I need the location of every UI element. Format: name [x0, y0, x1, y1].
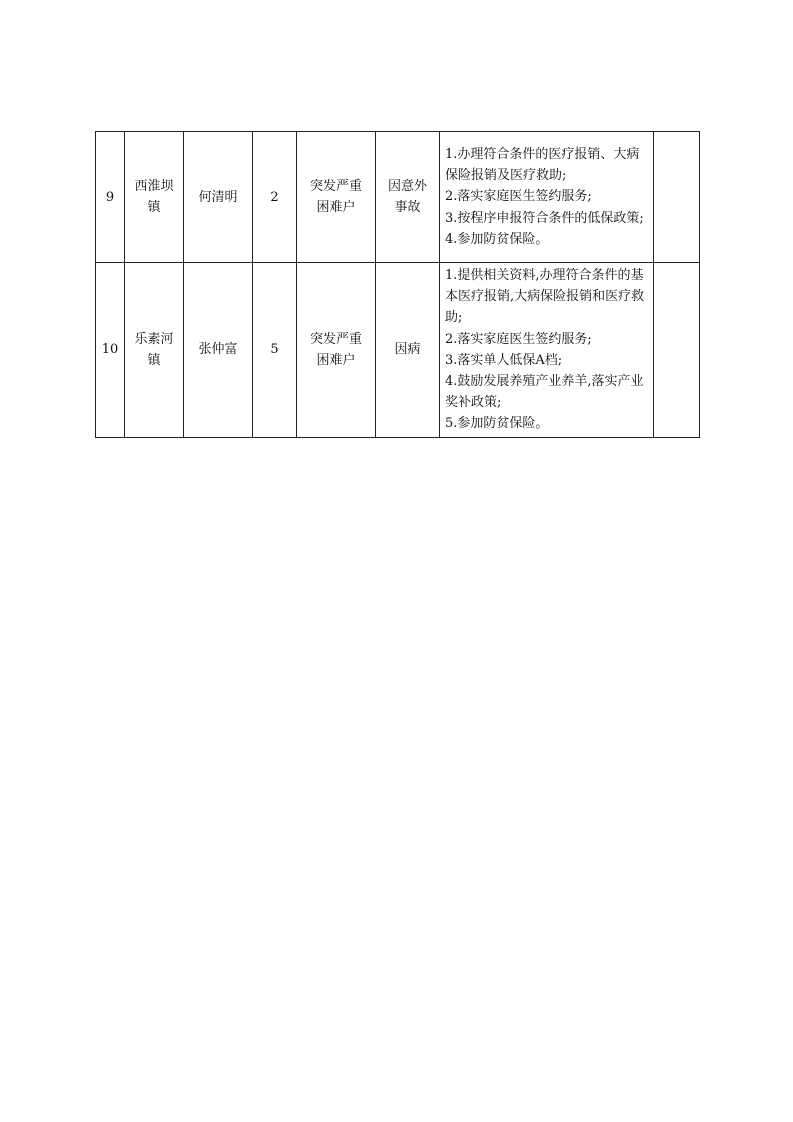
cause-cell [376, 263, 440, 438]
household-type-text: 突发严重困难户 [309, 179, 362, 215]
table-row [96, 263, 700, 438]
assistance-table [95, 131, 700, 438]
household-count-cell: 5 [253, 263, 297, 438]
name-cell: 张仲富 [184, 263, 253, 438]
measures-cell [440, 263, 654, 438]
measure-item: 4.鼓励发展养殖产业养羊,落实产业奖补政策; [445, 374, 644, 411]
row-index: 10 [96, 263, 125, 438]
town-text: 西淮坝镇 [134, 179, 174, 215]
measure-item: 3.按程序申报符合条件的低保政策; [445, 210, 644, 226]
measure-item: 1.提供相关资料,办理符合条件的基本医疗报销,大病保险报销和医疗救助; [445, 268, 645, 326]
cause-text: 因意外事故 [387, 179, 427, 215]
table-row [96, 132, 700, 263]
note-cell [654, 132, 700, 263]
town-cell [125, 132, 184, 263]
household-type-cell [297, 132, 376, 263]
measure-item: 4.参加防贫保险。 [445, 231, 549, 247]
row-index: 9 [96, 132, 125, 263]
note-cell [654, 263, 700, 438]
measure-item: 3.落实单人低保A档; [445, 352, 563, 368]
measure-item: 1.办理符合条件的医疗报销、大病保险报销及医疗救助; [445, 146, 640, 184]
measure-item: 5.参加防贫保险。 [445, 416, 549, 432]
measure-item: 2.落实家庭医生签约服务; [445, 189, 592, 205]
town-text: 乐素河镇 [134, 331, 174, 368]
name-cell: 何清明 [184, 132, 253, 263]
town-cell [125, 263, 184, 438]
household-type-cell [297, 263, 376, 438]
measure-item: 2.落实家庭医生签约服务; [445, 331, 592, 347]
cause-cell [376, 132, 440, 263]
cause-text: 因病 [394, 342, 421, 358]
household-count-cell: 2 [253, 132, 297, 263]
household-type-text: 突发严重困难户 [309, 331, 362, 368]
measures-cell [440, 132, 654, 263]
